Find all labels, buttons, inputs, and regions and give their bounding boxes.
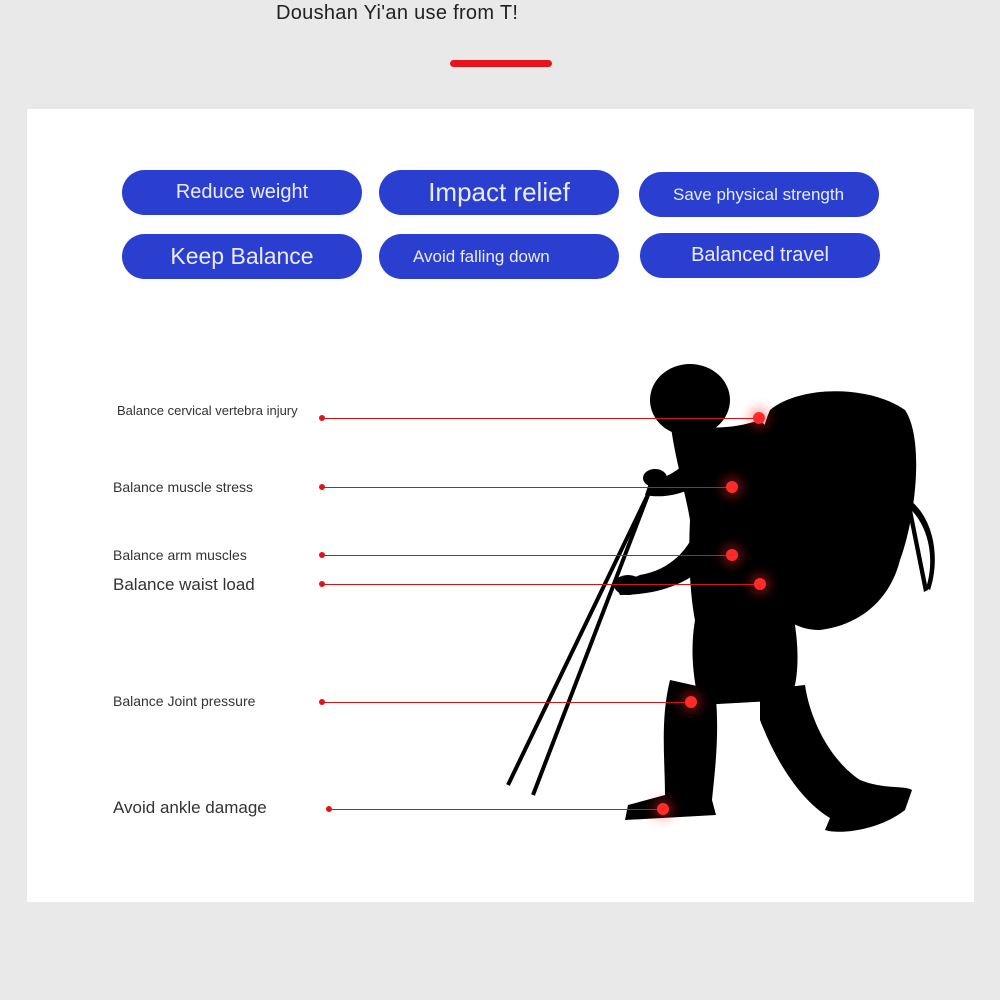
callout-arm-muscles-label: Balance arm muscles (113, 547, 247, 563)
callout-muscle-stress-label: Balance muscle stress (113, 479, 254, 495)
callout-cervical-label: Balance cervical vertebra injury (117, 403, 298, 418)
callout-ankle-label: Avoid ankle damage (113, 798, 267, 817)
callout-joint-pressure-hotspot (685, 696, 697, 708)
callout-ankle-line (329, 809, 661, 810)
callout-arm-muscles-hotspot (726, 549, 738, 561)
callout-joint-pressure-label: Balance Joint pressure (113, 693, 256, 709)
callout-cervical-hotspot (753, 412, 765, 424)
pill-keep-balance: Keep Balance (122, 234, 362, 279)
callout-cervical-line (322, 418, 758, 419)
pill-balanced-travel: Balanced travel (640, 233, 880, 278)
callout-joint-pressure-line (322, 702, 690, 703)
pill-impact-relief: Impact relief (379, 170, 619, 215)
callout-ankle-hotspot (657, 803, 669, 815)
pill-avoid-falling-down: Avoid falling down (379, 234, 619, 279)
callout-muscle-stress-line (322, 487, 730, 488)
pill-reduce-weight: Reduce weight (122, 170, 362, 215)
callout-waist-load-line (322, 584, 758, 585)
callout-muscle-stress-hotspot (726, 481, 738, 493)
callout-arm-muscles-line (322, 555, 730, 556)
pill-save-physical-strength: Save physical strength (639, 172, 879, 217)
callout-waist-load-hotspot (754, 578, 766, 590)
header-title: Doushan Yi'an use from T! (276, 2, 519, 24)
callout-waist-load-label: Balance waist load (113, 575, 255, 594)
